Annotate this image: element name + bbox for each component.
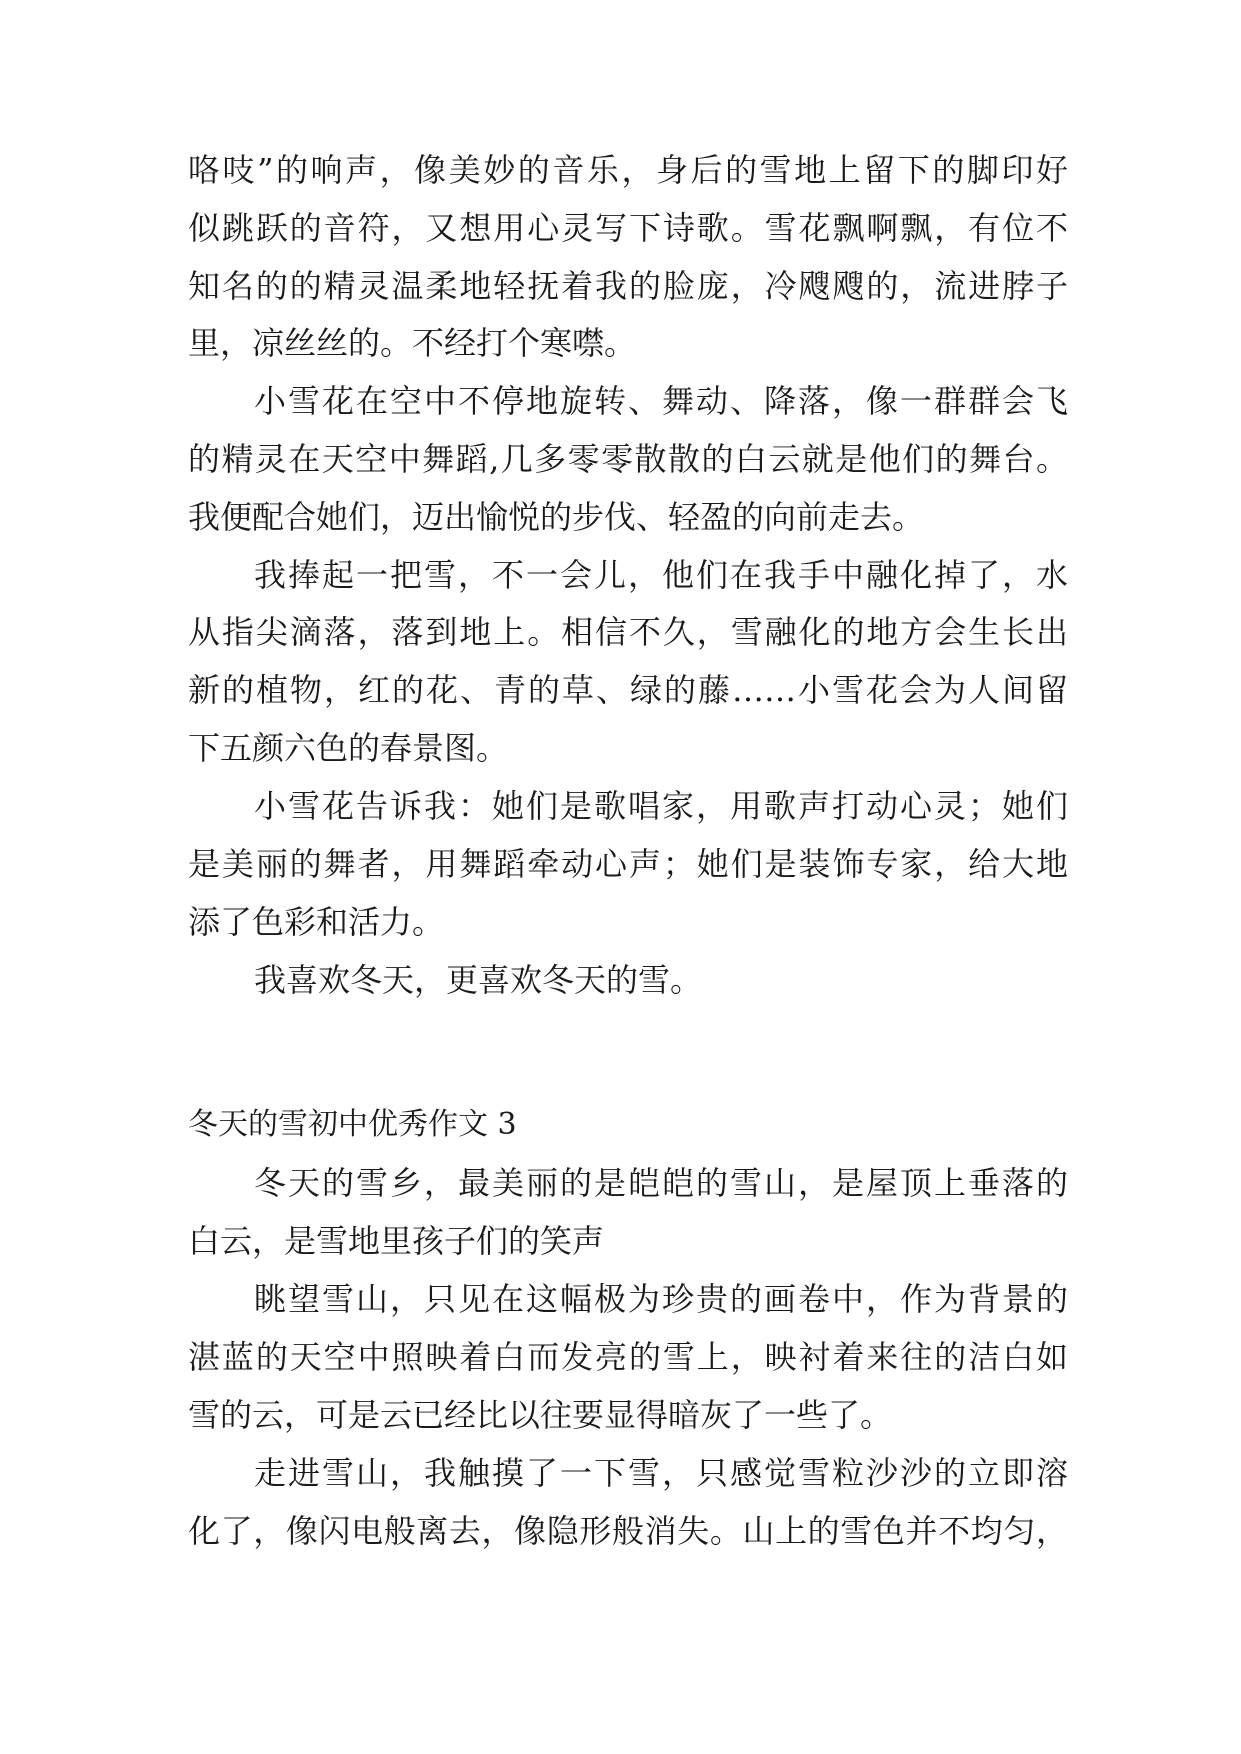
paragraph-line: 雪的云，可是云已经比以往要显得暗灰了一些了。: [188, 1396, 893, 1434]
paragraph-line: 我捧起一把雪，不一会儿，他们在我手中融化掉了，水: [254, 556, 1068, 594]
paragraph-line: 添了色彩和活力。: [188, 903, 445, 941]
paragraph-line: 小雪花在空中不停地旋转、舞动、降落，像一群群会飞: [254, 382, 1068, 420]
paragraph-line: 新的植物，红的花、青的草、绿的藤……小雪花会为人间留: [188, 671, 1068, 709]
paragraph-line: 从指尖滴落，落到地上。相信不久，雪融化的地方会生长出: [188, 613, 1068, 651]
paragraph-line: 下五颜六色的春景图。: [188, 729, 509, 767]
paragraph-line: 的精灵在天空中舞蹈,几多零零散散的白云就是他们的舞台。: [188, 440, 1068, 478]
paragraph-line: 化了，像闪电般离去，像隐形般消失。山上的雪色并不均匀，: [188, 1512, 1068, 1550]
paragraph-line: 湛蓝的天空中照映着白而发亮的雪上，映衬着来往的洁白如: [188, 1338, 1068, 1376]
paragraph-line: 走进雪山，我触摸了一下雪，只感觉雪粒沙沙的立即溶: [254, 1454, 1068, 1492]
paragraph-line: 我便配合她们，迈出愉悦的步伐、轻盈的向前走去。: [188, 498, 925, 536]
paragraph-line: 咯吱”的响声，像美妙的音乐，身后的雪地上留下的脚印好: [188, 151, 1068, 189]
paragraph-line: 似跳跃的音符，又想用心灵写下诗歌。雪花飘啊飘，有位不: [188, 209, 1068, 247]
paragraph-line: 白云，是雪地里孩子们的笑声: [188, 1222, 605, 1260]
paragraph-line: 冬天的雪乡，最美丽的是皑皑的雪山，是屋顶上垂落的: [254, 1164, 1068, 1202]
section-heading: 冬天的雪初中优秀作文 3: [188, 1107, 517, 1142]
paragraph-line: 眺望雪山，只见在这幅极为珍贵的画卷中，作为背景的: [254, 1280, 1068, 1318]
paragraph-line: 我喜欢冬天，更喜欢冬天的雪。: [254, 961, 703, 999]
paragraph-line: 知名的的精灵温柔地轻抚着我的脸庞，冷飕飕的，流进脖子: [188, 267, 1068, 305]
paragraph-line: 小雪花告诉我：她们是歌唱家，用歌声打动心灵；她们: [254, 787, 1068, 825]
paragraph-line: 是美丽的舞者，用舞蹈牵动心声；她们是装饰专家，给大地: [188, 845, 1068, 883]
paragraph-line: 里，凉丝丝的。不经打个寒噤。: [188, 324, 637, 362]
